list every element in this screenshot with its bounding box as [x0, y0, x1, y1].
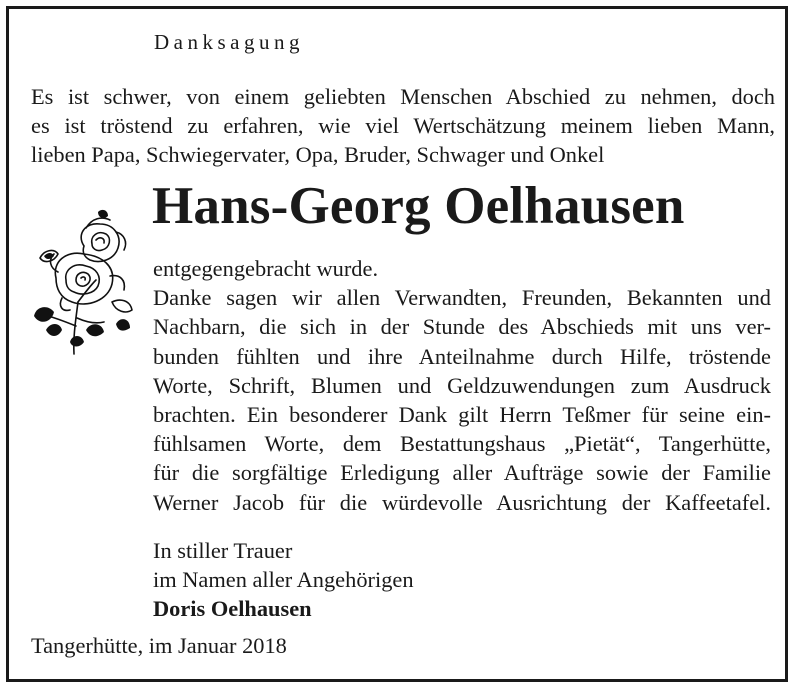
place-date: Tangerhütte, im Januar 2018: [31, 633, 287, 658]
intro-paragraph: [31, 82, 775, 169]
closing-block: [153, 536, 414, 624]
body-line-5: Worte, Schrift, Blumen und Geldzuwendungen zum Ausdruck: [153, 372, 771, 398]
body-line-6: brachten. Ein besonderer Dank gilt Herrn Teßmer für seine ein-: [153, 402, 771, 428]
signature: Doris Oelhausen: [153, 596, 312, 622]
intro-line-3: lieben Papa, Schwiegervater, Opa, Bruder, Schwager und Onkel: [31, 142, 605, 167]
body-line-1: entgegengebracht wurde.: [153, 256, 379, 281]
closing-line-1: In stiller Trauer: [153, 538, 293, 563]
intro-line-1: Es ist schwer, von einem geliebten Menschen Abschied zu nehmen, doch: [31, 84, 775, 109]
body-line-3: Nachbarn, die sich in der Stunde des Abschieds mit uns ver-: [153, 314, 771, 340]
body-line-2: Danke sagen wir allen Verwandten, Freunden, Bekannten und: [153, 285, 771, 311]
rose-icon: [26, 206, 144, 366]
closing-line-2: im Namen aller Angehörigen: [153, 567, 414, 593]
body-line-8: für die sorgfältige Erledigung aller Aufträge sowie der Familie: [153, 460, 771, 486]
notice-heading: Danksagung: [154, 30, 304, 54]
intro-line-2: es ist tröstend zu erfahren, wie viel Wertschätzung meinem lieben Mann,: [31, 113, 775, 138]
deceased-name: Hans-Georg Oelhausen: [152, 177, 685, 235]
body-line-7: fühlsamen Worte, dem Bestattungshaus „Pietät“, Tangerhütte,: [153, 431, 771, 457]
body-line-9: Werner Jacob für die würdevolle Ausrichtung der Kaffeetafel.: [153, 489, 771, 515]
body-paragraph: [153, 254, 771, 517]
body-line-4: bunden fühlten und ihre Anteilnahme durch Hilfe, tröstende: [153, 343, 771, 369]
